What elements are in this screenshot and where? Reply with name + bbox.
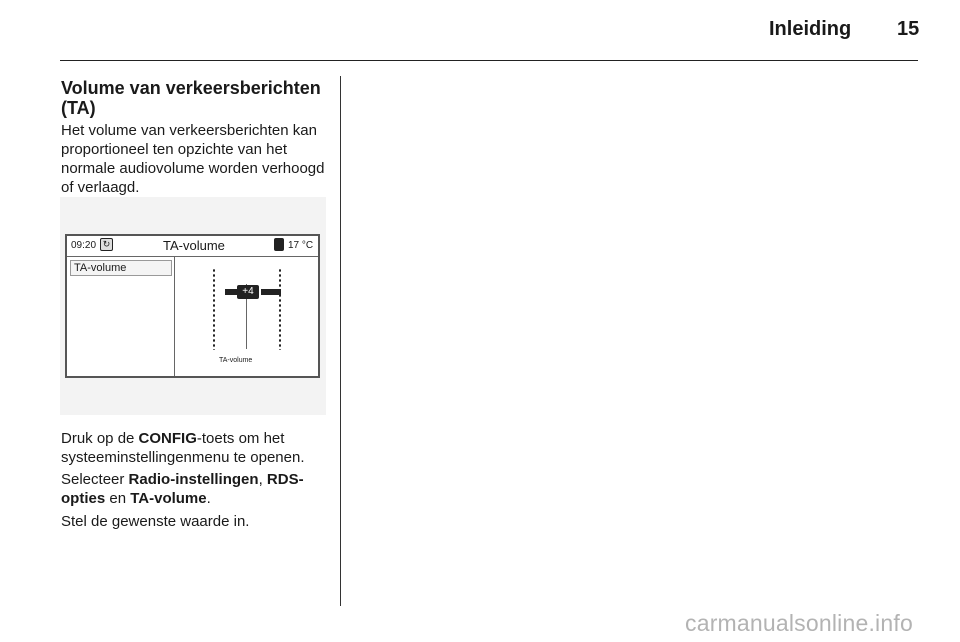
text-span: Druk op de [61, 430, 139, 447]
instruction-config [61, 429, 336, 467]
intro-paragraph: Het volume van verkeersberichten kan proportioneel ten opzichte van het normale audiovolume worden verhoogd of verlaagd. [61, 122, 325, 196]
slider-scale-right [279, 268, 281, 350]
display-status-bar [67, 236, 318, 257]
text-span: , [258, 471, 267, 488]
text-span: . [206, 490, 211, 507]
display-screenshot [60, 197, 326, 415]
display-title: TA-volume [163, 238, 225, 253]
instruction-select [61, 470, 336, 508]
display-temperature: 17 °C [288, 240, 314, 251]
volume-slider [175, 257, 318, 376]
slider-value: +4 [237, 285, 259, 299]
text-span: -toets om het systeeminstellingenmenu te openen. [61, 430, 305, 466]
watermark: carmanualsonline.info [685, 610, 913, 636]
display-menu [67, 257, 175, 376]
header-title: Inleiding [769, 18, 852, 40]
bold-term: Radio-instellingen [128, 471, 259, 488]
text-span: Selecteer [61, 471, 129, 488]
slider-caption: TA-volume [219, 357, 253, 364]
display-clock: 09:20 [71, 240, 97, 251]
display-menu-item: TA-volume [70, 260, 172, 276]
header-rule [60, 60, 918, 61]
instruction-set-value [61, 512, 336, 531]
bold-term: TA-volume [130, 490, 207, 507]
slider-handle-right [261, 289, 281, 295]
column-divider [340, 76, 341, 606]
text-span: en [105, 490, 131, 507]
thermometer-icon [274, 238, 284, 251]
slider-scale-left [213, 268, 215, 350]
bold-term: CONFIG [138, 430, 197, 447]
refresh-icon: ↻ [100, 238, 113, 251]
text-span: Stel de gewenste waarde in. [61, 513, 250, 530]
display-frame [65, 234, 320, 378]
bold-term: RDS-opties [61, 471, 304, 507]
page-number: 15 [897, 18, 920, 40]
section-heading: Volume van verkeersberichten (TA) [61, 78, 321, 118]
